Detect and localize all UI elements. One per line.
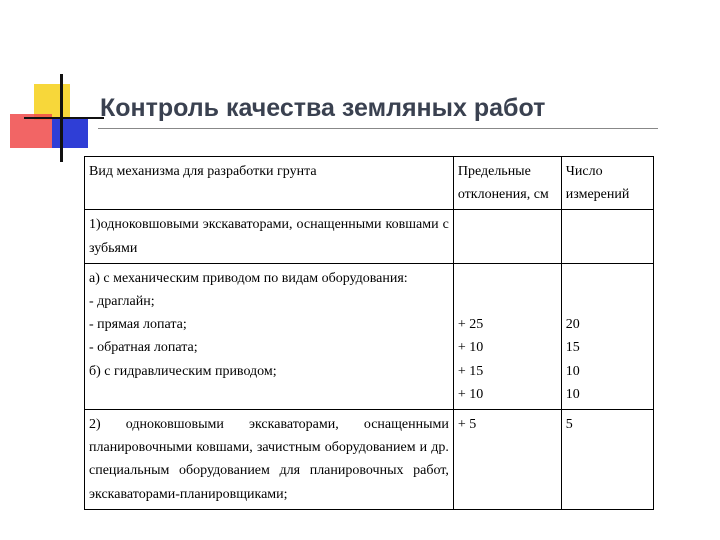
- table-row: [85, 409, 654, 509]
- count-value: 15: [565, 340, 580, 356]
- header-count: Число измерений: [561, 157, 653, 210]
- header-deviation: Предельные отклонения, см: [453, 157, 561, 210]
- count-value: 10: [565, 386, 580, 402]
- cell-deviations: [453, 263, 561, 409]
- cell-empty: [561, 210, 653, 263]
- row-single-bucket-teeth: 1)одноковшовыми экскаваторами, оснащенными ковшами с зубьями: [85, 210, 454, 263]
- cell-mechanical-drive: [85, 263, 454, 409]
- count-value: 10: [565, 363, 580, 379]
- deviation-value: + 5: [453, 409, 561, 509]
- deviation-value: + 15: [457, 363, 484, 379]
- decor-blue-square: [52, 118, 88, 148]
- list-item: - драглайн;: [89, 294, 155, 310]
- decor-red-square: [10, 114, 52, 148]
- deviation-value: + 25: [457, 317, 484, 333]
- count-value: 20: [565, 317, 580, 333]
- list-item: - обратная лопата;: [89, 340, 198, 356]
- row-planning-buckets: 2) одноковшовыми экскаваторами, оснащенными планировочными ковшами, зачистным оборудованием и др. специальным оборудованием для планировочных работ, экскаваторами-планировщиками;: [85, 409, 454, 509]
- count-value: 5: [561, 409, 653, 509]
- header-mechanism: Вид механизма для разработки грунта: [85, 157, 454, 210]
- quality-control-table: [84, 156, 654, 510]
- table-row: [85, 210, 654, 263]
- title-underline: [98, 128, 658, 129]
- slide-title: Контроль качества земляных работ: [100, 94, 546, 122]
- list-item: - прямая лопата;: [89, 317, 187, 333]
- list-item: б) с гидравлическим приводом;: [89, 363, 277, 379]
- deviation-value: + 10: [457, 386, 484, 402]
- table-row: [85, 263, 654, 409]
- cell-empty: [453, 210, 561, 263]
- mechanical-drive-heading: а) с механическим приводом по видам оборудования:: [89, 270, 408, 286]
- decor-horizontal-line: [24, 117, 104, 119]
- deviation-value: + 10: [457, 340, 484, 356]
- cell-counts: [561, 263, 653, 409]
- table-header-row: [85, 157, 654, 210]
